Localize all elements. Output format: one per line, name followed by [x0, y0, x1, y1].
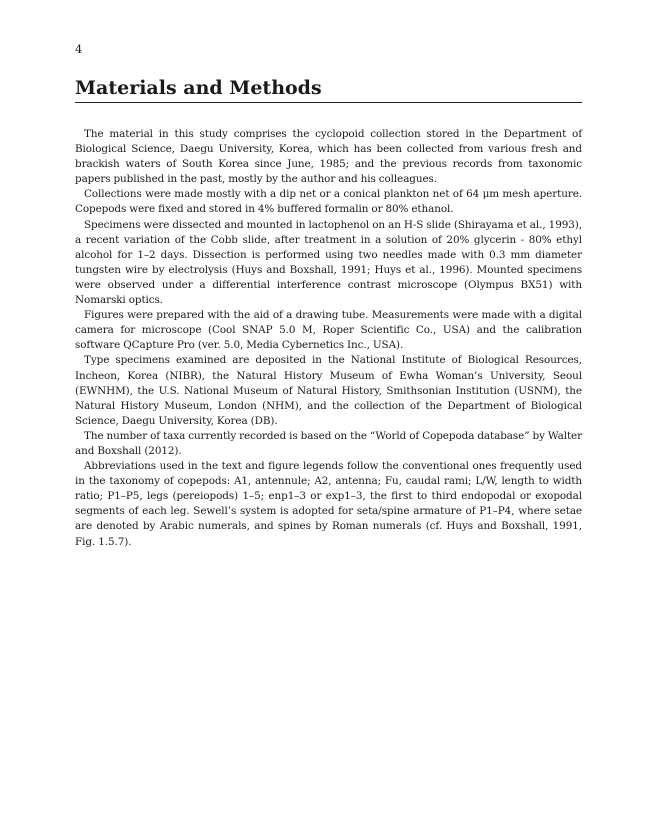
paragraph-abbreviations: Abbreviations used in the text and figure legends follow the conventional ones frequently used in the taxonomy of copepods: A1, antennule; A2, antenna; Fu, caudal rami; L/W, length to width ratio; P1–P5, legs (pereiopods) 1–5; enp1–3 or exp1–3, the first to third endopodal or exopodal segments of each leg. Sewell’s system is adopted for seta/spine armature of P1–P4, where setae are denoted by Arabic numerals, and spines by Roman numerals (cf. Huys and Boxshall, 1991, Fig. 1.5.7). — [75, 460, 582, 548]
paragraph-collections: Collections were made mostly with a dip net or a conical plankton net of 64 μm mesh aperture. Copepods were fixed and stored in 4% buffered formalin or 80% ethanol. — [75, 188, 582, 216]
paragraph-taxa-count: The number of taxa currently recorded is based on the “World of Copepoda database” by Walter and Boxshall (2012). — [75, 429, 582, 457]
paragraph-material: The material in this study comprises the cyclopoid collection stored in the Department of Biological Science, Daegu University, Korea, which has been collected from various fresh and brackish waters of South Korea since June, 1985; and the previous records from taxonomic papers published in the past, mostly by the author and his colleagues. — [75, 128, 582, 186]
body-text — [75, 127, 582, 550]
paragraph-type-specimens: Type specimens examined are deposited in the National Institute of Biological Resources, Incheon, Korea (NIBR), the Natural History Museum of Ewha Woman’s University, Seoul (EWNHM), the U.S. National Museum of Natural History, Smithsonian Institution (USNM), the Natural History Museum, London (NHM), and the collection of the Department of Biological Science, Daegu University, Korea (DB). — [75, 354, 582, 427]
paragraph-figures: Figures were prepared with the aid of a drawing tube. Measurements were made with a digital camera for microscope (Cool SNAP 5.0 M, Roper Scientific Co., USA) and the calibration software QCapture Pro (ver. 5.0, Media Cybernetics Inc., USA). — [75, 309, 582, 352]
section-title: Materials and Methods — [75, 76, 582, 103]
paragraph-specimens: Specimens were dissected and mounted in lactophenol on an H-S slide (Shirayama et al., 1993), a recent variation of the Cobb slide, after treatment in a solution of 20% glycerin - 80% ethyl alcohol for 1–2 days. Dissection is performed using two needles made with 0.3 mm diameter tungsten wire by electrolysis (Huys and Boxshall, 1991; Huys et al., 1996). Mounted specimens were observed under a differential interference contrast microscope (Olympus BX51) with Nomarski optics. — [75, 218, 582, 307]
page-number: 4 — [75, 42, 83, 56]
